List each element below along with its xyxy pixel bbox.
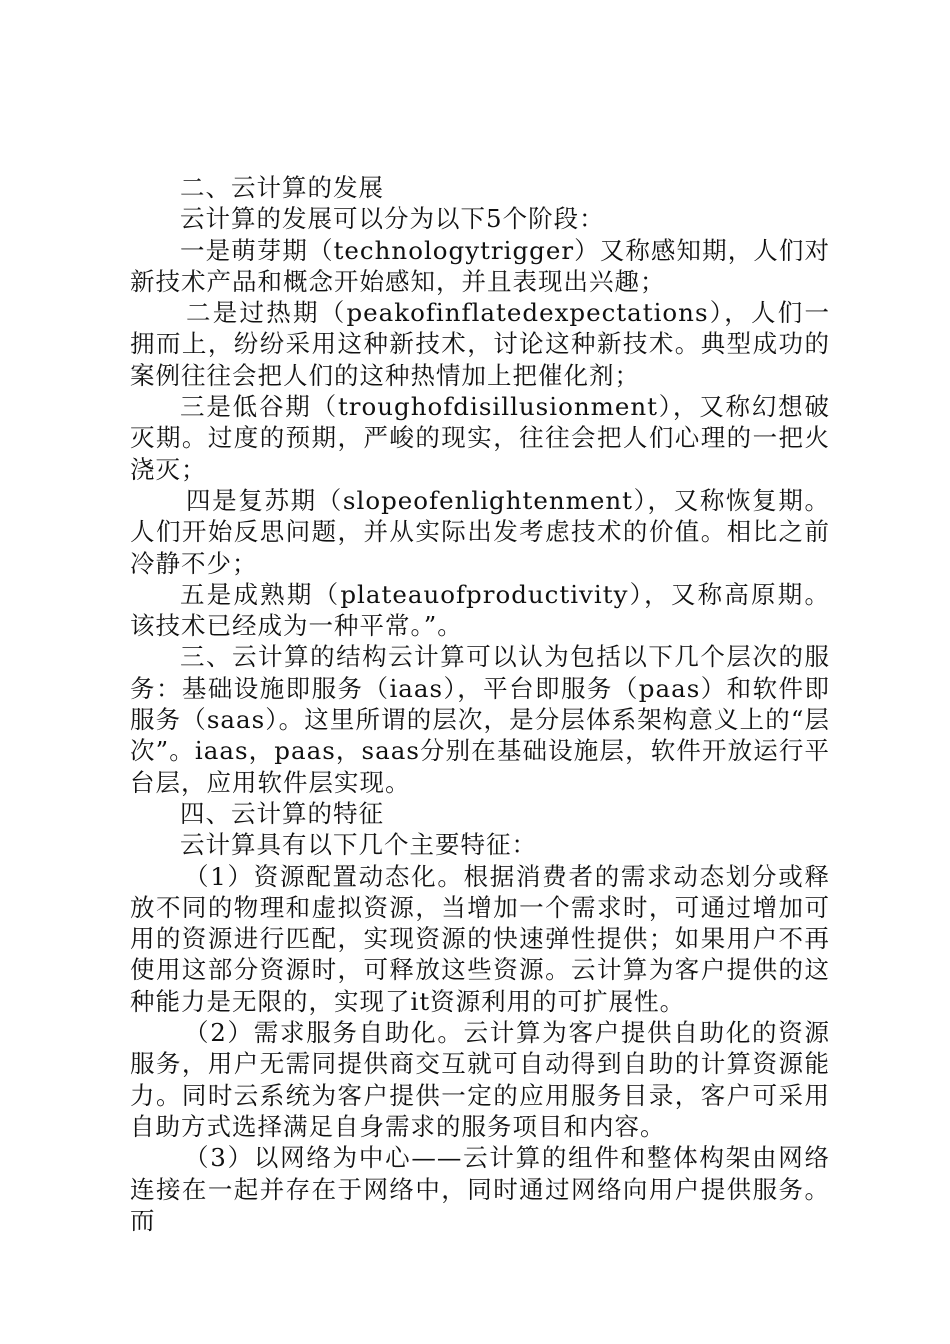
paragraph-stage-2: 二是过热期（peakofinflatedexpectations），人们一拥而上，纷纷采用这种新技术，讨论这种新技术。典型成功的案例往往会把人们的这种热情加上把催化剂； xyxy=(130,298,830,390)
paragraph-stage-1: 一是萌芽期（technologytrigger）又称感知期，人们对新技术产品和概念开始感知，并且表现出兴趣； xyxy=(130,235,830,296)
paragraph-stage-4: 四是复苏期（slopeofenlightenment），又称恢复期。人们开始反思问题，并从实际出发考虑技术的价值。相比之前冷静不少； xyxy=(130,485,830,578)
section-heading-features: 四、云计算的特征 xyxy=(180,798,384,828)
paragraph-stage-5: 五是成熟期（plateauofproductivity），又称高原期。该技术已经成为一种平常。”。 xyxy=(130,579,830,641)
document-body xyxy=(130,172,830,1236)
paragraph-structure: 三、云计算的结构云计算可以认为包括以下几个层次的服务：基础设施即服务（iaas），平台即服务（paas）和软件即服务（saas）。这里所谓的层次，是分层体系架构意义上的“层次”。iaas，paas，saas分别在基础设施层，软件开放运行平台层，应用软件层实现。 xyxy=(130,642,830,797)
paragraph-stage-3: 三是低谷期（troughofdisillusionment），又称幻想破灭期。过度的预期，严峻的现实，往往会把人们心理的一把火浇灭； xyxy=(130,392,830,484)
paragraph-stages-intro: 云计算的发展可以分为以下5个阶段： xyxy=(180,204,605,234)
paragraph-features-intro: 云计算具有以下几个主要特征： xyxy=(180,830,537,860)
paragraph-feature-3: （3）以网络为中心——云计算的组件和整体构架由网络连接在一起并存在于网络中，同时通过网络向用户提供服务。而 xyxy=(130,1143,830,1235)
section-heading-development: 二、云计算的发展 xyxy=(180,173,384,202)
paragraph-feature-2: （2）需求服务自助化。云计算为客户提供自助化的资源服务，用户无需同提供商交互就可自动得到自助的计算资源能力。同时云系统为客户提供一定的应用服务目录，客户可采用自助方式选择满足自身需求的服务项目和内容。 xyxy=(130,1018,830,1141)
paragraph-feature-1: （1）资源配置动态化。根据消费者的需求动态划分或释放不同的物理和虚拟资源，当增加一个需求时，可通过增加可用的资源进行匹配，实现资源的快速弹性提供；如果用户不再使用这部分资源时，可释放这些资源。云计算为客户提供的这种能力是无限的，实现了it资源利用的可扩展性。 xyxy=(130,861,830,1016)
